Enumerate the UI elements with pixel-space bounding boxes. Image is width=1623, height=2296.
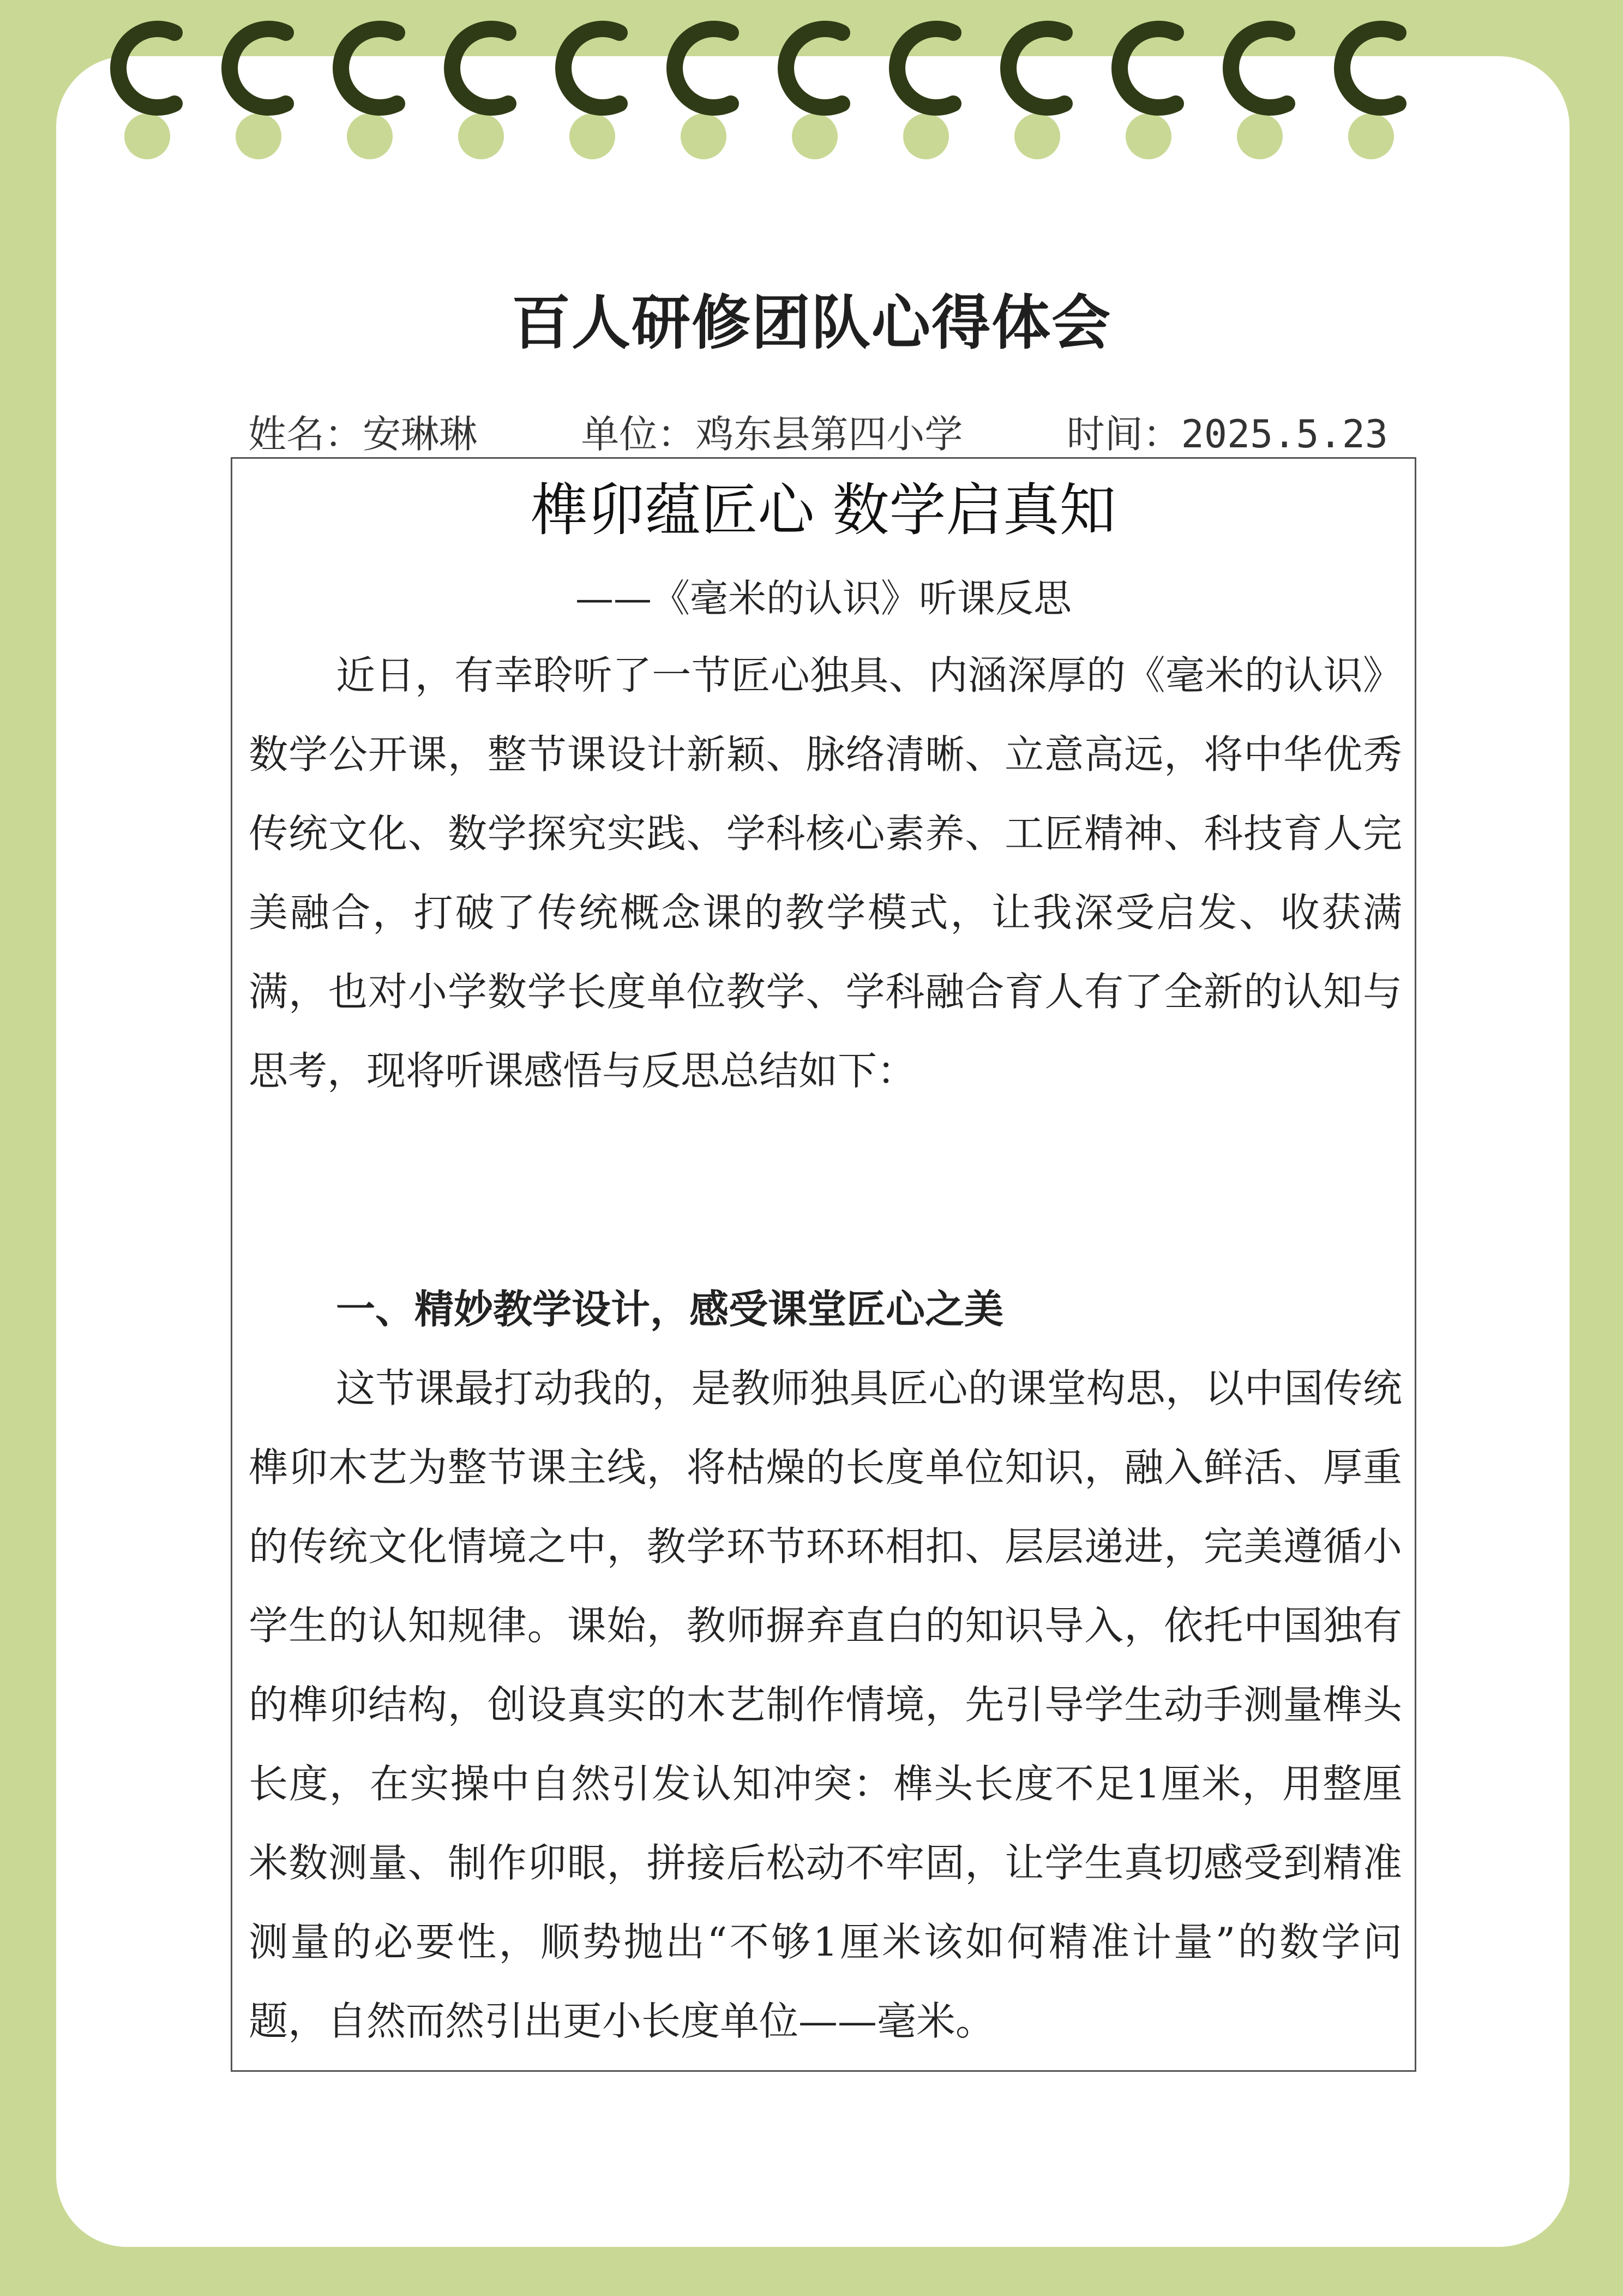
binding-ring	[421, 0, 541, 164]
binding-ring	[1200, 0, 1320, 164]
binding-ring	[866, 0, 986, 164]
meta-row	[248, 404, 1388, 459]
binding-ring	[1089, 0, 1209, 164]
date: 时间：2025.5.23	[1066, 412, 1388, 457]
author-unit: 单位：鸡东县第四小学	[581, 412, 963, 457]
page-title: 百人研修团队心得体会	[511, 289, 1111, 357]
binding-ring	[310, 0, 430, 164]
article-subtitle: ——《毫米的认识》听课反思	[575, 576, 1072, 621]
section-paragraph: 这节课最打动我的，是教师独具匠心的课堂构思，以中国传统榫卯木艺为整节课主线，将枯燥的长度单位知识，融入鲜活、厚重的传统文化情境之中，教学环节环环相扣、层层递进，完美遵循小学生的认知规律。课始，教师摒弃直白的知识导入，依托中国独有的榫卯结构，创设真实的木艺制作情境，先引导学生动手测量榫头长度，在实操中自然引发认知冲突：榫头长度不足1厘米，用整厘米数测量、制作卯眼，拼接后松动不牢固，让学生真切感受到精准测量的必要性，顺势抛出“不够1厘米该如何精准计量”的数学问题，自然而然引出更小长度单位——毫米。	[249, 1365, 1402, 2044]
binding-ring	[977, 0, 1097, 164]
binding-ring	[87, 0, 207, 164]
binding-ring	[644, 0, 764, 164]
author-name: 姓名：安琳琳	[248, 412, 477, 457]
spiral-binding	[0, 0, 1623, 164]
binding-ring	[755, 0, 875, 164]
binding-ring	[199, 0, 318, 164]
section-heading: 一、精妙教学设计，感受课堂匠心之美	[336, 1286, 1004, 1332]
article-box	[231, 457, 1416, 2072]
article-title: 榫卯蕴匠心 数学启真知	[531, 477, 1116, 543]
intro-paragraph: 近日，有幸聆听了一节匠心独具、内涵深厚的《毫米的认识》数学公开课，整节课设计新颖、脉络清晰、立意高远，将中华优秀传统文化、数学探究实践、学科核心素养、工匠精神、科技育人完美融合，打破了传统概念课的教学模式，让我深受启发、收获满满，也对小学数学长度单位教学、学科融合育人有了全新的认知与思考，现将听课感悟与反思总结如下：	[249, 652, 1402, 1094]
binding-ring	[1311, 0, 1431, 164]
binding-ring	[532, 0, 652, 164]
